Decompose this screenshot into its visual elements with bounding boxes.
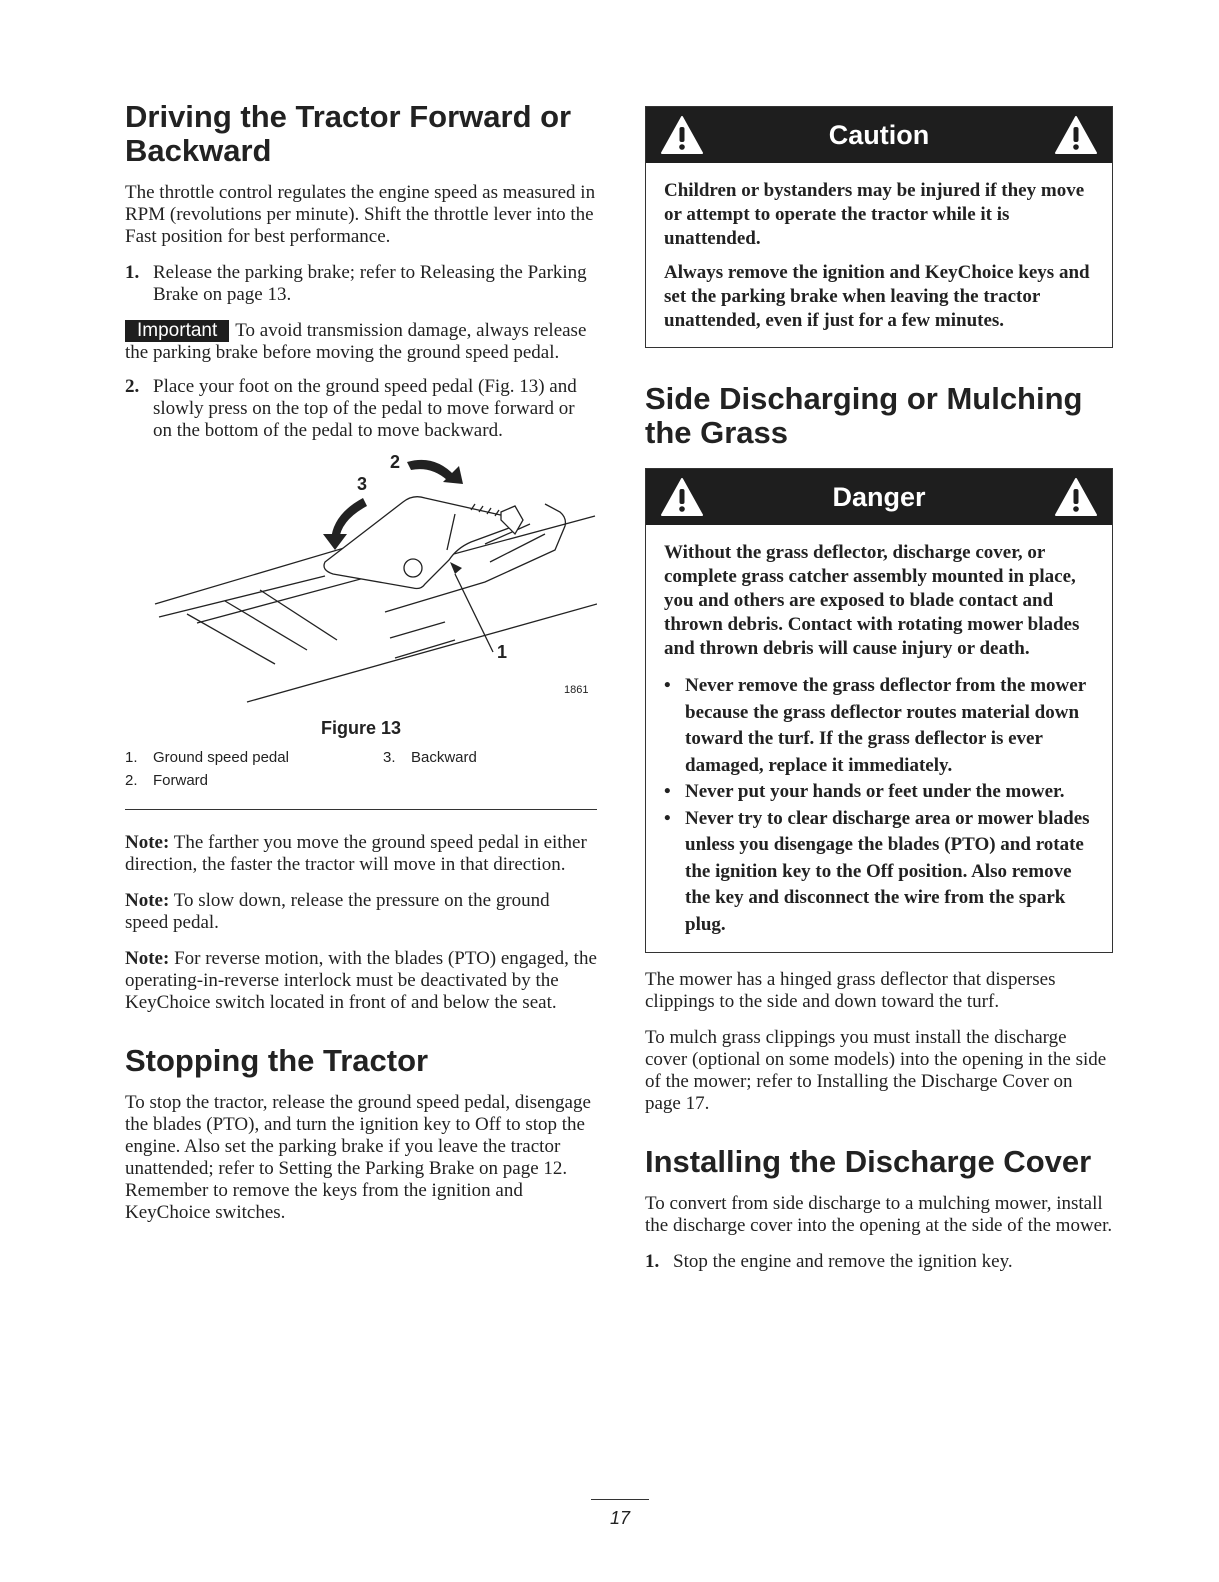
left-column (125, 100, 597, 1224)
caution-text: Children or bystanders may be injured if they move or attempt to operate the tractor while it is unattended. (664, 180, 1085, 249)
note-text: For reverse motion, with the blades (PTO) engaged, the operating-in-reverse interlock must be deactivated by the KeyChoice switch located in front of and below the seat. (125, 948, 597, 1013)
caution-box (645, 106, 1113, 348)
forward-arrow (407, 460, 455, 480)
mulch-paragraph: To mulch grass clippings you must install the discharge cover (optional on some models) into the opening in the side of the mower; refer to Installing the Discharge Cover on page 17. (645, 1027, 1107, 1114)
floor-rib (395, 640, 455, 658)
callout-3-label: 3 (357, 474, 368, 494)
floor-rib (187, 614, 275, 664)
step-number: 1. (645, 1251, 660, 1272)
bullet-symbol: • (664, 675, 671, 696)
figure-code: 1861 (564, 684, 589, 696)
danger-bullet-list (664, 673, 1094, 938)
intro-paragraph: The throttle control regulates the engine speed as measured in RPM (revolutions per minute). Shift the throttle lever into the Fast position for best performance. (125, 182, 596, 247)
step-text: Release the parking brake; refer to Releasing the Parking Brake on page 13. (153, 262, 587, 305)
right-column (645, 106, 1113, 1273)
callout-1-arrowhead (450, 562, 462, 574)
figure-legend (125, 747, 597, 791)
legend-item (125, 747, 383, 768)
note-text: The farther you move the ground speed pedal in either direction, the faster the tractor will move in that direction. (125, 832, 587, 875)
page-number: 17 (609, 1508, 631, 1528)
note-label: Note: (125, 890, 170, 911)
step-number: 2. (125, 376, 140, 397)
figure-caption: Figure 13 (320, 718, 402, 738)
legend-item (125, 770, 383, 791)
legend-item (383, 747, 583, 768)
floor-line (247, 604, 597, 702)
bullet-symbol: • (664, 781, 671, 802)
note-paragraph (125, 832, 597, 876)
important-label: Important (125, 320, 229, 342)
danger-bullet (664, 779, 1094, 806)
bullet-symbol: • (664, 807, 671, 829)
bullet-text: Never remove the grass deflector from the mower because the grass deflector routes material down toward the turf. If the grass deflector is ever damaged, replace it immediately. (685, 675, 1086, 776)
step-number: 1. (125, 262, 140, 283)
footer-divider (591, 1499, 649, 1500)
warning-triangle-icon (660, 476, 704, 518)
step-1 (125, 262, 597, 306)
step-2 (125, 376, 597, 442)
warning-triangle-icon (1054, 476, 1098, 518)
danger-bullet (664, 673, 1094, 779)
caution-text: Always remove the ignition and KeyChoice keys and set the parking brake when leaving the tractor unattended, even if just for a few minutes. (664, 262, 1090, 331)
section-heading-driving: Driving the Tractor Forward or Backward (125, 99, 572, 168)
legend-number: 1. (125, 749, 138, 766)
bullet-text: Never try to clear discharge area or mower blades unless you disengage the blades (PTO) and rotate the ignition key to the Off position. Also remove the key and disconnect the wire from the spark plug. (685, 807, 1090, 935)
caution-title: Caution (828, 119, 930, 150)
section-heading-side-discharging: Side Discharging or Mulching the Grass (645, 381, 1083, 450)
figure-divider (125, 809, 597, 810)
danger-text: Without the grass deflector, discharge cover, or complete grass catcher assembly mounted in place, you and others are exposed to blade contact and thrown debris. Contact with rotating mower blades and thrown debris will cause injury or death. (664, 542, 1080, 659)
callout-1-label: 1 (497, 642, 508, 662)
important-text: To avoid transmission damage, always release the parking brake before moving the ground speed pedal. (125, 320, 587, 363)
legend-text: Forward (153, 772, 209, 789)
caution-body (646, 163, 1112, 347)
section-heading-installing: Installing the Discharge Cover (645, 1144, 1092, 1179)
floor-rib (260, 590, 337, 640)
danger-box (645, 468, 1113, 953)
danger-bullet (664, 806, 1094, 939)
deflector-paragraph: The mower has a hinged grass deflector that disperses clippings to the side and down toward the turf. (645, 969, 1056, 1012)
bullet-text: Never put your hands or feet under the mower. (685, 781, 1065, 802)
legend-text: Backward (411, 749, 477, 766)
warning-triangle-icon (1054, 114, 1098, 156)
stopping-paragraph: To stop the tractor, release the ground speed pedal, disengage the blades (PTO), and turn the ignition key to Off to stop the engine. Also set the parking brake if you leave the tractor unattended; refer to Setting the Parking Brake on page 12. Remember to remove the keys from the ignition and KeyChoice switches. (125, 1092, 591, 1223)
legend-number: 2. (125, 772, 138, 789)
section-heading-stopping: Stopping the Tractor (125, 1043, 429, 1078)
caution-header (646, 107, 1112, 163)
note-text: To slow down, release the pressure on the ground speed pedal. (125, 890, 550, 933)
legend-number: 3. (383, 749, 396, 766)
danger-header (646, 469, 1112, 525)
note-label: Note: (125, 832, 170, 853)
convert-paragraph: To convert from side discharge to a mulching mower, install the discharge cover into the opening at the side of the mower. (645, 1193, 1113, 1236)
floor-rib (390, 622, 445, 638)
danger-title: Danger (832, 481, 926, 512)
callout-2-label: 2 (390, 452, 401, 472)
step-text: Place your foot on the ground speed pedal (Fig. 13) and slowly press on the top of the pedal to move forward or on the bottom of the pedal to move backward. (153, 376, 577, 441)
figure-13-illustration (125, 454, 597, 716)
note-label: Note: (125, 948, 170, 969)
legend-text: Ground speed pedal (153, 749, 289, 766)
step-text: Stop the engine and remove the ignition key. (673, 1251, 1013, 1272)
note-paragraph (125, 890, 597, 934)
note-paragraph (125, 948, 597, 1014)
danger-body (646, 525, 1112, 952)
warning-triangle-icon (660, 114, 704, 156)
install-step-1 (645, 1251, 1113, 1273)
important-notice (125, 320, 597, 364)
